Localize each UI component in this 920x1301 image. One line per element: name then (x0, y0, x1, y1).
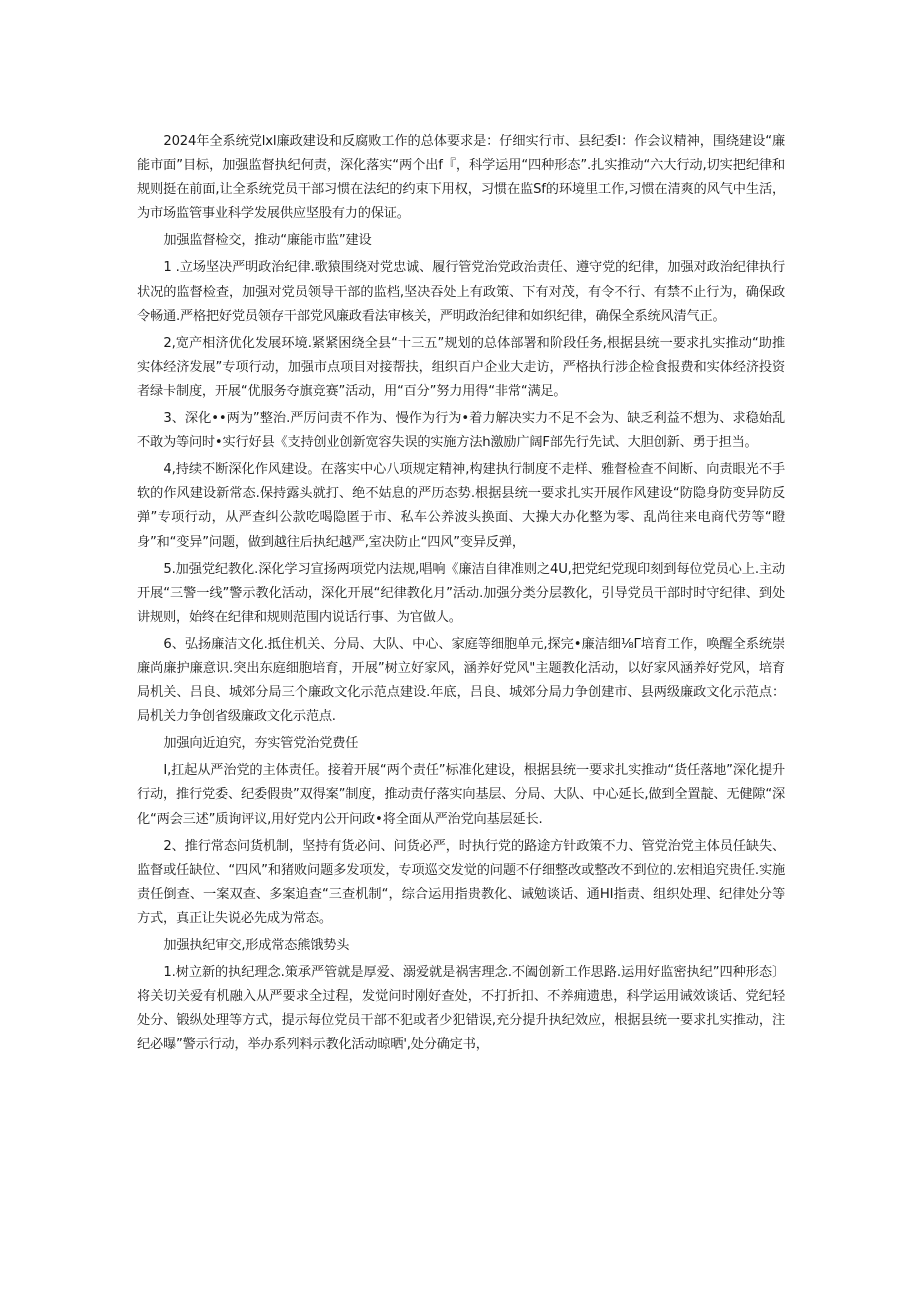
intro-paragraph: 2024年全系统党lxl廉政建设和反腐败工作的总体要求是：仔细实行市、县纪委I：作会议精神，围绕建设“廉能市面”目标，加强监督执纪何责，深化落实“两个出f『，科学运用“四种形态”.扎实推动“六大行动,切实把纪律和规则挺在前面,让全系统党员干部习惯在法纪的约束下用权，习惯在监Sf的环境里工作,习惯在清爽的风气中生活，为市场监管事业科学发展供应坚股有力的保证。 (137, 134, 785, 222)
section-1-item-4: 4,持续不断深化作风建设。在落实中心八项规定精神,构建执行制度不走样、雅督检查不间断、向责眼光不手软的作风建设新常态.保持露头就打、绝不姑息的严历态势.根据县统一要求扎实开展作风建设“防隐身防变异防反弹”专项行动，从严查纠公款吃喝隐匿于市、私车公养波头换面、大操大办化整为零、乱尚往来电商代劳等“瞪身”和“变异”问题，做到越往后执纪越严,室决防止“四风”变异反弹， (137, 462, 785, 550)
section-3-item-1: 1.树立新的执纪理念.策承严管就是厚爱、溺爱就是祸害理念.不阖创新工作思路.运用好监密执纪”四种形态〕将关切关爱有机融入从严要求全过程，发觉问时刚好查处，不打折扣、不养痈遗患，科学运用诫效谈话、党纪轻处分、锻纵处理等方式，提示每位党员干部不犯或者少犯错误,充分提升执纪效应，根据县统一要求扎实推动，注纪必曝”警示行动，举办系列料示教化活动晾晒',处分确定书， (137, 965, 785, 1053)
section-1-item-6: 6、弘扬廉洁文化.抵住机关、分局、大队、中心、家庭等细胞单元,探完•廉洁细⅛Γ培育工作，唤醒全系统崇廉尚廉护廉意识.突出东庭细胞培育，开展”树立好家风，涵养好党风"主题教化活动，以好家风涵养好党风，培育局机关、吕良、城郊分局三个廉政文化示范点建设.年底，吕良、城郊分局力争创建市、县两级廉政文化示范点：局机关力争创省级廉政文化示范点. (137, 636, 785, 725)
section-1-item-3: 3、深化••两为”整治.严厉问责不作为、慢作为行为•着力解决实力不足不会为、缺乏利益不想为、求稳始乱不敢为等问时•实行好县《支持创业创新宽容失误的实施方法h激励广阔F部先行先试、大胆创新、勇于担当。 (137, 411, 785, 451)
section-2-item-2: 2、推行常态问货机制，坚持有货必问、问货必严，时执行党的路途方针政策不力、管党治党主体员任缺失、监督或任缺位、“四风”和猪败问题多发项发，专项巡交发觉的问题不仔细整改或整改不到位的.宏相追究贵任.实施责任倒查、一案双查、多案追查“三查机制“，综合运用指贵教化、诫勉谈话、通HI指责、组织处理、纪律处分等方式，真正让失说必先成为常态。 (137, 838, 785, 926)
section-2-heading: 加强向近迫究，夯实管党治党费任 (163, 736, 359, 752)
section-1-item-2: 2,宽产相济优化发展环境.紧紧困绕全县“十三五”规划的总体部署和阶段任务,根据县统一要求扎实推动“助推实体经济发展”专项行动，加强市点项目对接帮扶，组织百户企业大走访，严格执行涉企检食报费和实体经济投资者绿卡制度，开展“优服务夺旗竞赛”活动，用“百分”努力用得“非常“满足。 (137, 335, 785, 399)
section-1-item-5: 5.加强党纪教化.深化学习宣扬两项党内法规,唱响《廉洁自律准则之4U,把党纪党现印刻到每位党员心上.主动开展“三警一线”警示教化活动，深化开展“纪律教化月”活动.加强分类分层教化，引导党员干部时时守纪律、到处讲规则，始终在纪律和规则范围内说话行事、为官做人。 (137, 561, 785, 625)
section-3-heading: 加强执纪审交,形成常态熊饿势头 (163, 938, 350, 953)
section-2-item-1: I,扛起从严治党的主体责任。接着开展“两个责任”标准化建设，根据县统一要求扎实推动“货任落地”深化提升行动，推行党委、纪委假贵”双得案”制度，推动责仔落实向基层、分局、大队、中心延长,做到全置靛、无健隙“深化“两会三述”质询评议,用好党内公开问政•将全面从严治党向基层延长. (137, 763, 785, 827)
section-1-item-1: 1 .立场坚决严明政治纪律.歌猿围绕对党忠诚、履行管党治党政治责任、遵守党的纪律，加强对政治纪律执行状况的监督检查，加强对党员领导干部的监档,坚决吞处上有政策、下有对茂，有令不行、有禁不止行为，确保政令畅通.严格把好党员领存干部党风廉政看法审核关，严明政治纪律和如织纪律，确保全系统风清气正。 (137, 260, 785, 324)
section-1-heading: 加强监督检交，推动“廉能市监”建设 (163, 233, 372, 249)
document-body (137, 130, 785, 1060)
